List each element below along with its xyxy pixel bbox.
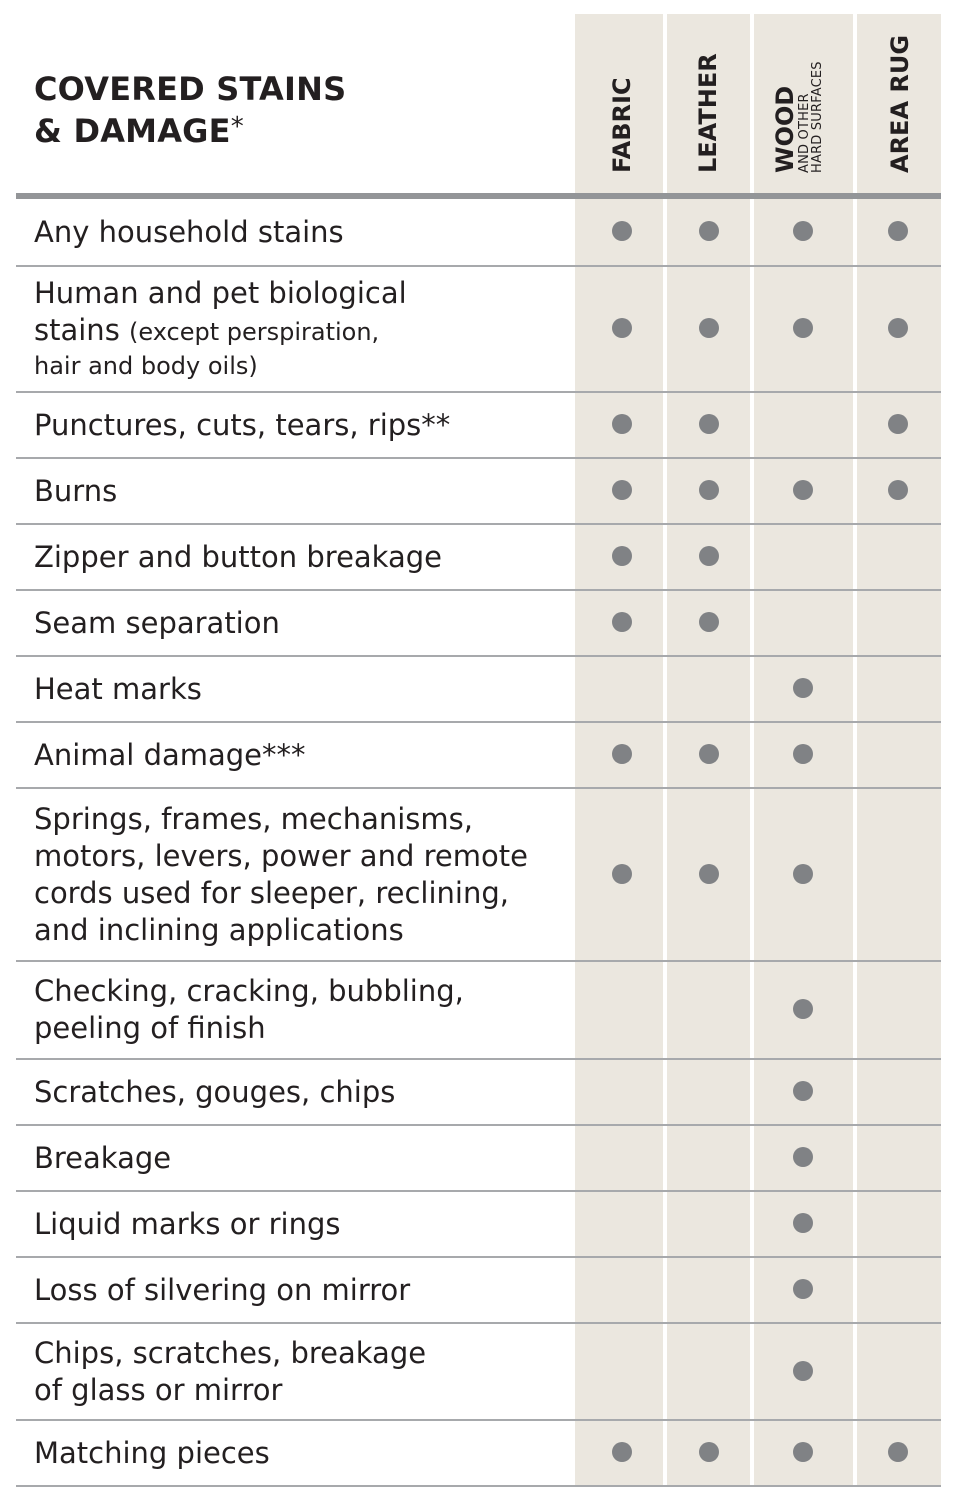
coverage-dot-leather: [699, 744, 719, 764]
row-label-text: Human and pet biological: [34, 276, 407, 310]
table-title: [34, 68, 346, 152]
coverage-dot-wood: [793, 318, 813, 338]
column-header-leather: [695, 53, 721, 173]
row-label-text: Punctures, cuts, tears, rips**: [34, 407, 451, 442]
coverage-dot-area-rug: [888, 1442, 908, 1462]
table-row: [16, 267, 941, 393]
table-row: [16, 199, 941, 267]
table-row: [16, 789, 941, 962]
coverage-dot-fabric: [612, 1442, 632, 1462]
row-label-text: Any household stains: [34, 214, 344, 249]
row-label: [34, 1324, 574, 1419]
coverage-dot-fabric: [612, 414, 632, 434]
coverage-dot-wood: [793, 744, 813, 764]
coverage-dot-leather: [699, 221, 719, 241]
coverage-dot-fabric: [612, 480, 632, 500]
coverage-dot-wood: [793, 1147, 813, 1167]
title-line-2: [34, 110, 346, 152]
row-label-line: [34, 407, 574, 444]
coverage-dot-leather: [699, 318, 719, 338]
row-label: [34, 267, 574, 391]
row-label-line: [34, 912, 574, 949]
row-label-line: [34, 539, 574, 576]
title-footnote-mark: *: [230, 112, 244, 142]
coverage-dot-leather: [699, 1442, 719, 1462]
coverage-dot-wood: [793, 1279, 813, 1299]
table-row: [16, 393, 941, 459]
coverage-dot-fabric: [612, 864, 632, 884]
row-label-text: Chips, scratches, breakage: [34, 1335, 427, 1370]
row-label-note: hair and body oils): [34, 352, 258, 380]
coverage-dot-area-rug: [888, 318, 908, 338]
row-label-text: cords used for sleeper, reclining,: [34, 875, 509, 910]
table-row: [16, 525, 941, 591]
coverage-dot-fabric: [612, 221, 632, 241]
column-header-area-rug: [887, 35, 913, 173]
coverage-dot-leather: [699, 480, 719, 500]
row-label-line: [34, 1140, 574, 1177]
row-label: [34, 789, 574, 960]
row-label-text: Zipper and button breakage: [34, 539, 442, 574]
row-label-line: [34, 473, 574, 510]
row-label-text: Loss of silvering on mirror: [34, 1272, 411, 1307]
row-label-line: [34, 838, 574, 875]
row-label-line: [34, 312, 574, 349]
row-label-text: Animal damage***: [34, 737, 306, 772]
coverage-dot-fabric: [612, 318, 632, 338]
row-label-line: [34, 1335, 574, 1372]
row-label-text: and inclining applications: [34, 912, 404, 947]
title-line-2-text: & DAMAGE: [34, 112, 231, 150]
title-line-1: COVERED STAINS: [34, 70, 347, 108]
row-label: [34, 591, 574, 655]
row-label-line: [34, 214, 574, 251]
coverage-dot-leather: [699, 864, 719, 884]
table-row: [16, 1192, 941, 1258]
table-row: [16, 657, 941, 723]
coverage-dot-wood: [793, 999, 813, 1019]
row-label-line: [34, 275, 574, 312]
table-row: [16, 962, 941, 1060]
row-label-line: [34, 671, 574, 708]
row-label: [34, 459, 574, 523]
row-label-text: Springs, frames, mechanisms,: [34, 801, 473, 836]
row-label-note: (except perspiration,: [129, 318, 380, 346]
column-header-wood: [772, 61, 824, 173]
row-label: [34, 962, 574, 1058]
row-label-text: of glass or mirror: [34, 1372, 283, 1407]
coverage-dot-wood: [793, 1361, 813, 1381]
row-label-text: Matching pieces: [34, 1435, 270, 1470]
row-label-text: peeling of finish: [34, 1011, 266, 1045]
row-label: [34, 723, 574, 787]
row-label-text: Heat marks: [34, 671, 202, 706]
row-label-line: [34, 973, 574, 1010]
row-label-line: [34, 1074, 574, 1111]
coverage-dot-leather: [699, 612, 719, 632]
coverage-dot-wood: [793, 1442, 813, 1462]
table-row: [16, 459, 941, 525]
row-label-text: Liquid marks or rings: [34, 1206, 341, 1241]
table-row: [16, 1258, 941, 1324]
coverage-dot-wood: [793, 480, 813, 500]
row-label-text: Checking, cracking, bubbling,: [34, 974, 464, 1008]
column-header-fabric: [609, 77, 635, 173]
table-row: [16, 723, 941, 789]
row-label: [34, 199, 574, 265]
row-label-line: [34, 875, 574, 912]
column-header-main: FABRIC: [608, 77, 636, 173]
coverage-dot-area-rug: [888, 480, 908, 500]
row-label-line: [34, 801, 574, 838]
table-row: [16, 1421, 941, 1487]
coverage-dot-fabric: [612, 612, 632, 632]
row-label-line: [34, 737, 574, 774]
row-label: [34, 1258, 574, 1322]
table-row: [16, 1126, 941, 1192]
row-label-line: [34, 1272, 574, 1309]
coverage-dot-wood: [793, 864, 813, 884]
coverage-dot-fabric: [612, 546, 632, 566]
table-row: [16, 1324, 941, 1421]
column-header-sub: HARD SURFACES: [810, 61, 825, 173]
row-label: [34, 1192, 574, 1256]
column-header-sub: AND OTHER: [797, 93, 812, 173]
row-label-text: Seam separation: [34, 605, 280, 640]
column-header-main: WOOD: [771, 85, 799, 173]
coverage-dot-wood: [793, 1213, 813, 1233]
table-row: [16, 591, 941, 657]
row-label: [34, 1421, 574, 1485]
row-label: [34, 1060, 574, 1124]
table-row: [16, 1060, 941, 1126]
row-label: [34, 393, 574, 457]
row-label-text: motors, levers, power and remote: [34, 838, 528, 873]
row-label: [34, 1126, 574, 1190]
row-label-text: stains: [34, 313, 120, 347]
coverage-dot-area-rug: [888, 414, 908, 434]
column-header-main: AREA RUG: [886, 34, 914, 173]
row-label-line: [34, 1435, 574, 1472]
coverage-dot-leather: [699, 546, 719, 566]
coverage-dot-fabric: [612, 744, 632, 764]
row-label-text: Breakage: [34, 1140, 172, 1175]
coverage-dot-area-rug: [888, 221, 908, 241]
coverage-dot-leather: [699, 414, 719, 434]
row-label-text: Burns: [34, 473, 118, 508]
row-label-line: [34, 1372, 574, 1409]
row-label-text: Scratches, gouges, chips: [34, 1074, 396, 1109]
coverage-dot-wood: [793, 678, 813, 698]
row-label: [34, 657, 574, 721]
column-header-main: LEATHER: [694, 53, 722, 173]
row-label: [34, 525, 574, 589]
row-label-line: [34, 1010, 574, 1047]
row-label-line: [34, 1206, 574, 1243]
coverage-dot-wood: [793, 221, 813, 241]
coverage-dot-wood: [793, 1081, 813, 1101]
row-label-line: [34, 605, 574, 642]
